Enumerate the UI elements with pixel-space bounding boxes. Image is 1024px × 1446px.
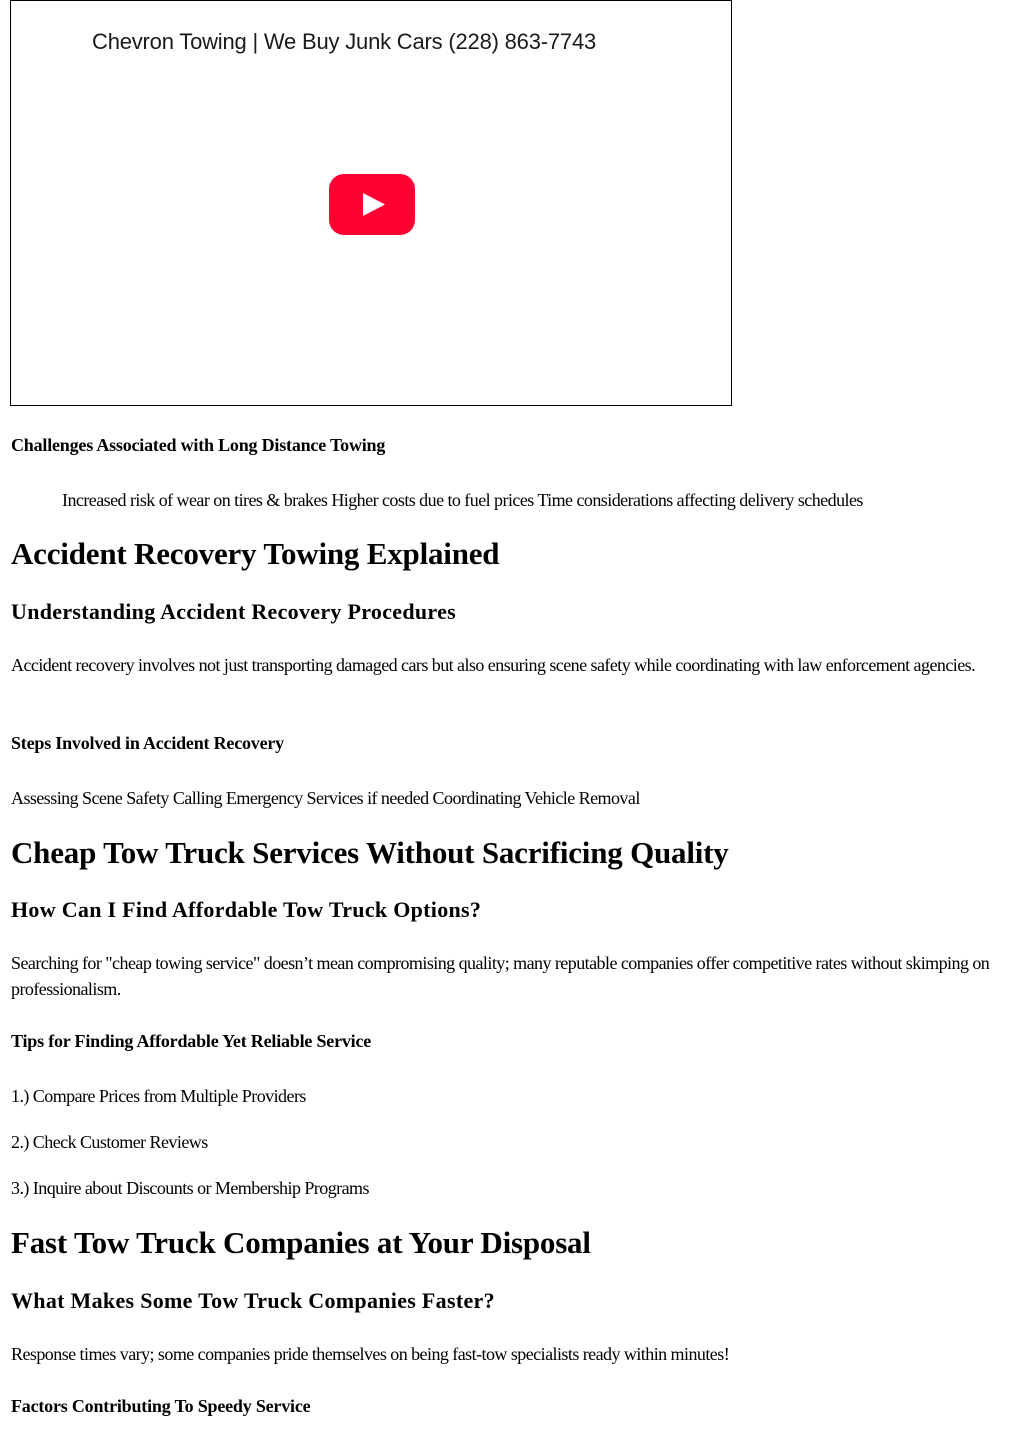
fast-tow-title: Fast Tow Truck Companies at Your Disposal	[11, 1225, 591, 1260]
tip-item: 1.) Compare Prices from Multiple Providers	[11, 1086, 306, 1106]
accident-recovery-paragraph: Accident recovery involves not just transporting damaged cars but also ensuring scene safety while coordinating with law enforcement agencies.	[11, 655, 976, 675]
video-embed[interactable]	[10, 0, 732, 406]
fast-tow-paragraph: Response times vary; some companies pride themselves on being fast-tow specialists ready within minutes!	[11, 1344, 730, 1364]
play-icon	[329, 174, 415, 235]
fast-tow-subheading: What Makes Some Tow Truck Companies Faster?	[11, 1288, 495, 1313]
tip-item: 3.) Inquire about Discounts or Membership Programs	[11, 1178, 369, 1198]
accident-recovery-subheading: Understanding Accident Recovery Procedures	[11, 599, 457, 624]
accident-steps-heading: Steps Involved in Accident Recovery	[11, 733, 284, 753]
long-distance-challenges-list: Increased risk of wear on tires & brakes Higher costs due to fuel prices Time considerations affecting delivery schedules	[62, 490, 863, 510]
accident-steps-list: Assessing Scene Safety Calling Emergency Services if needed Coordinating Vehicle Removal	[11, 788, 640, 808]
cheap-tow-paragraph: Searching for "cheap towing service" doesn’t mean compromising quality; many reputable companies offer competitive rates without skimping on professionalism.	[11, 953, 990, 999]
video-title[interactable]: Chevron Towing | We Buy Junk Cars (228) 863-7743	[92, 29, 597, 54]
tips-heading: Tips for Finding Affordable Yet Reliable Service	[11, 1031, 372, 1051]
cheap-tow-subheading: How Can I Find Affordable Tow Truck Options?	[11, 897, 482, 922]
tip-item: 2.) Check Customer Reviews	[11, 1132, 208, 1152]
cheap-tow-title: Cheap Tow Truck Services Without Sacrificing Quality	[11, 835, 729, 870]
long-distance-challenges-heading: Challenges Associated with Long Distance Towing	[11, 435, 386, 455]
play-button[interactable]	[329, 174, 415, 235]
accident-recovery-title: Accident Recovery Towing Explained	[11, 536, 500, 571]
speedy-factors-heading: Factors Contributing To Speedy Service	[11, 1396, 311, 1416]
